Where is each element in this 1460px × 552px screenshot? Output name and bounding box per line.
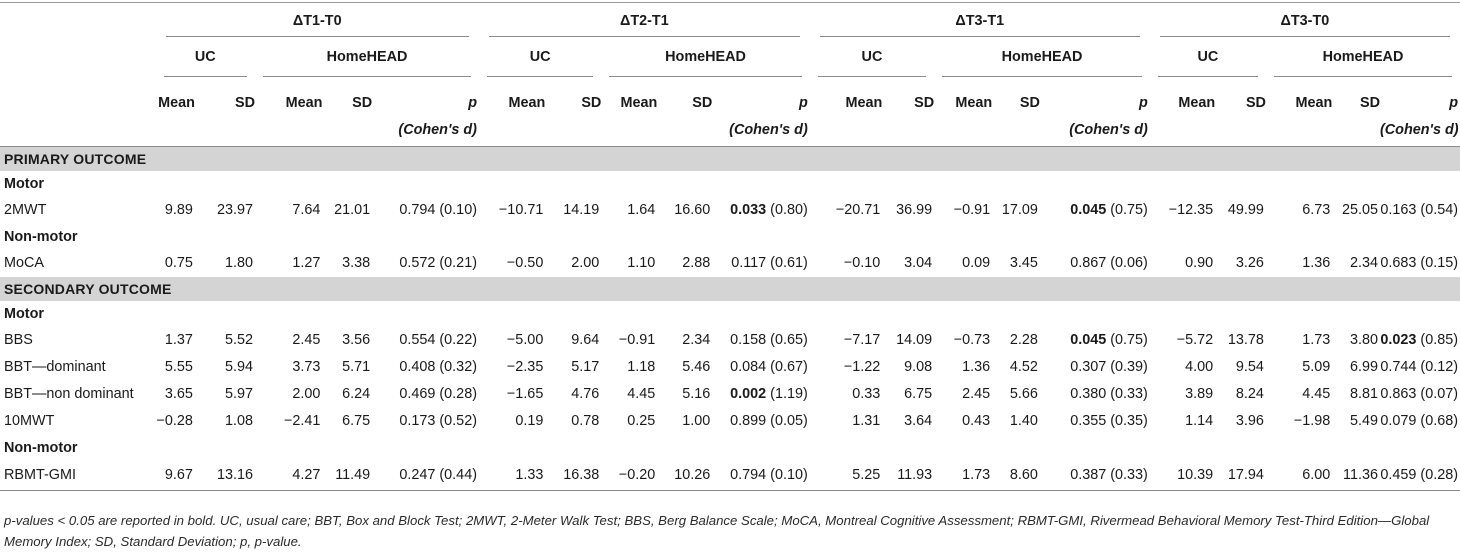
p-value: 0.794 [399, 202, 436, 218]
p-value: 0.408 [399, 359, 436, 375]
cell-p-value [1380, 381, 1460, 408]
cohens-d: (0.75) [1110, 332, 1148, 348]
cohens-d: (0.68) [1420, 413, 1458, 429]
col-header-mean: Mean [601, 77, 657, 146]
col-header-p [712, 77, 810, 146]
col-header-mean: Mean [156, 77, 195, 146]
p-value: 0.899 [730, 413, 767, 429]
table-row [0, 354, 1460, 381]
col-header-mean: Mean [479, 77, 545, 146]
cell-p-value [1040, 327, 1150, 354]
cohens-d: (0.75) [1110, 202, 1148, 218]
cell-p-value [712, 461, 810, 491]
cell-homehead-sd: 2.34 [682, 332, 711, 348]
cell-uc-mean: 5.55 [164, 359, 193, 375]
cell-homehead-mean: 1.64 [627, 202, 656, 218]
cell-uc-sd: 2.00 [571, 255, 600, 271]
p-value: 0.387 [1070, 467, 1107, 483]
cell-homehead-sd: 6.75 [342, 413, 371, 429]
p-value: 0.033 [730, 202, 767, 218]
col-header-sd: SD [657, 77, 712, 146]
cell-uc-sd: 49.99 [1227, 202, 1264, 218]
row-label: 2MWT [4, 202, 47, 218]
group-header-row [0, 224, 1460, 250]
cell-homehead-sd: 5.49 [1349, 413, 1378, 429]
row-label: 10MWT [4, 413, 55, 429]
cohens-d: (0.28) [1420, 467, 1458, 483]
cell-homehead-sd: 3.56 [342, 332, 371, 348]
cohens-d: (0.80) [770, 202, 808, 218]
row-label: BBT—dominant [4, 359, 106, 375]
col-header-sd: SD [322, 77, 372, 146]
cell-p-value [372, 250, 479, 277]
table-row [0, 250, 1460, 277]
col-header-sd: SD [545, 77, 601, 146]
p-value: 0.469 [399, 386, 436, 402]
cell-homehead-sd: 6.99 [1349, 359, 1378, 375]
col-header-p-label: p [468, 95, 477, 111]
p-value: 0.554 [399, 332, 436, 348]
cell-homehead-mean: −0.73 [953, 332, 991, 348]
cell-uc-mean: −0.28 [156, 413, 193, 429]
cell-p-value [1040, 197, 1150, 224]
cell-uc-sd: 1.80 [225, 255, 254, 271]
cell-uc-mean: 0.33 [852, 386, 881, 402]
cohens-d: (1.19) [770, 386, 808, 402]
p-value: 0.744 [1380, 359, 1417, 375]
table-row [0, 197, 1460, 224]
p-value: 0.459 [1380, 467, 1417, 483]
col-header-sd: SD [195, 77, 255, 146]
p-value: 0.794 [730, 467, 767, 483]
cell-homehead-sd: 3.80 [1349, 332, 1378, 348]
cell-homehead-mean: 1.36 [1302, 255, 1331, 271]
cohens-d: (0.61) [770, 255, 808, 271]
cell-uc-sd: 11.93 [882, 461, 934, 491]
results-table [0, 4, 1460, 491]
table-row [0, 461, 1460, 491]
cell-homehead-mean: 0.43 [962, 413, 991, 429]
cohens-d: (0.32) [439, 359, 477, 375]
cell-uc-sd: 9.54 [1235, 359, 1264, 375]
cell-p-value [1380, 327, 1460, 354]
cohens-d: (0.33) [1110, 467, 1148, 483]
cell-homehead-mean: 1.10 [627, 255, 656, 271]
cell-homehead-sd: 2.34 [1349, 255, 1378, 271]
cell-uc-mean: 5.25 [810, 461, 883, 491]
cell-uc-mean: 4.00 [1185, 359, 1214, 375]
cell-uc-sd: 3.96 [1235, 413, 1264, 429]
cell-homehead-sd: 5.66 [1009, 386, 1038, 402]
cell-uc-mean: −2.35 [506, 359, 544, 375]
cell-p-value [1380, 197, 1460, 224]
cohens-d: (0.22) [439, 332, 477, 348]
cell-homehead-mean: 0.09 [962, 255, 991, 271]
period-header: ΔT1-T0 [156, 4, 479, 37]
cell-p-value [712, 250, 810, 277]
section-title: PRIMARY OUTCOME [0, 146, 1460, 171]
cell-homehead-mean: 1.73 [1302, 332, 1331, 348]
cell-uc-mean: 0.75 [164, 255, 193, 271]
group-header-uc: UC [1150, 37, 1266, 77]
cell-uc-sd: 3.26 [1235, 255, 1264, 271]
cell-homehead-sd: 4.52 [1009, 359, 1038, 375]
cell-uc-sd: 5.52 [225, 332, 254, 348]
cell-uc-mean: 0.19 [515, 413, 544, 429]
cell-homehead-mean: 2.00 [292, 386, 321, 402]
group-header-homehead: HomeHEAD [255, 37, 479, 77]
col-header-sd: SD [992, 77, 1040, 146]
cell-uc-mean: −1.22 [843, 359, 881, 375]
table-row [0, 408, 1460, 435]
cell-homehead-sd: 6.24 [342, 386, 371, 402]
cell-uc-mean: 1.37 [164, 332, 193, 348]
header-groups-row [0, 37, 1460, 77]
cell-uc-mean: 3.89 [1185, 386, 1214, 402]
cell-homehead-sd: 5.46 [682, 359, 711, 375]
p-value: 0.002 [730, 386, 767, 402]
group-header-uc: UC [479, 37, 601, 77]
cell-uc-mean: 1.14 [1185, 413, 1214, 429]
p-value: 0.683 [1380, 255, 1417, 271]
cell-homehead-sd: 5.16 [682, 386, 711, 402]
cell-p-value [1040, 381, 1150, 408]
cell-uc-mean: 1.33 [479, 461, 545, 491]
group-header-uc: UC [810, 37, 934, 77]
cell-homehead-sd: 2.28 [1009, 332, 1038, 348]
cell-uc-sd: 4.76 [571, 386, 600, 402]
cell-uc-mean: 10.39 [1150, 461, 1215, 491]
section-header-row [0, 146, 1460, 171]
col-header-sd: SD [1332, 77, 1380, 146]
cell-uc-mean: 0.90 [1185, 255, 1214, 271]
cell-homehead-sd: 11.36 [1332, 461, 1380, 491]
p-value: 0.158 [730, 332, 767, 348]
cohens-d: (0.44) [439, 467, 477, 483]
table-row [0, 381, 1460, 408]
header-corner [0, 4, 156, 37]
cell-homehead-mean: 4.27 [255, 461, 322, 491]
cell-p-value [1380, 354, 1460, 381]
cell-homehead-sd: 1.00 [682, 413, 711, 429]
cell-homehead-mean: 1.73 [934, 461, 992, 491]
p-value: 0.355 [1070, 413, 1107, 429]
group-title: Non-motor [4, 228, 78, 245]
group-header-row [0, 171, 1460, 197]
p-value: 0.173 [399, 413, 436, 429]
cell-uc-mean: −12.35 [1168, 202, 1214, 218]
cell-uc-mean: 1.31 [852, 413, 881, 429]
cell-p-value [372, 461, 479, 491]
cell-uc-mean: −0.50 [506, 255, 544, 271]
cell-p-value [372, 381, 479, 408]
col-header-p [1040, 77, 1150, 146]
cell-uc-sd: 1.08 [225, 413, 254, 429]
col-header-mean: Mean [1150, 77, 1215, 146]
cell-homehead-sd: 3.38 [342, 255, 371, 271]
cell-homehead-mean: 6.00 [1266, 461, 1332, 491]
p-value: 0.247 [399, 467, 436, 483]
cell-uc-sd: 8.24 [1235, 386, 1264, 402]
cell-p-value [712, 408, 810, 435]
cohens-d: (0.06) [1110, 255, 1148, 271]
cell-uc-sd: 5.94 [225, 359, 254, 375]
cohens-d: (0.39) [1110, 359, 1148, 375]
col-header-p [372, 77, 479, 146]
col-header-p-label: p [1139, 95, 1148, 111]
cohens-d: (0.33) [1110, 386, 1148, 402]
top-rule [0, 2, 1460, 3]
period-header: ΔT3-T0 [1150, 4, 1460, 37]
table-footnote: p-values < 0.05 are reported in bold. UC, usual care; BBT, Box and Block Test; 2MWT, 2-Meter Walk Test; BBS, Berg Balance Scale; MoCA, Montreal Cognitive Assessment; RBMT-GMI, Rivermead Behavioral Memory Test-Third Edition—Global Memory Index; SD, Standard Deviation; p, p-value. [4, 513, 1430, 549]
cell-uc-sd: 36.99 [896, 202, 933, 218]
cell-uc-sd: 17.94 [1215, 461, 1266, 491]
row-label: RBMT-GMI [0, 461, 156, 491]
cell-p-value [712, 354, 810, 381]
cell-homehead-mean: 3.73 [292, 359, 321, 375]
cell-homehead-sd: 8.60 [992, 461, 1040, 491]
cell-homehead-sd: 17.09 [1001, 202, 1038, 218]
cell-uc-mean: 9.67 [156, 461, 195, 491]
p-value: 0.307 [1070, 359, 1107, 375]
cell-uc-sd: 6.75 [904, 386, 933, 402]
cohens-d: (0.28) [439, 386, 477, 402]
col-header-cohen-label: (Cohen's d) [1069, 122, 1148, 138]
cell-uc-mean: 9.89 [164, 202, 193, 218]
header-corner [0, 37, 156, 77]
row-label: BBS [4, 332, 33, 348]
cell-homehead-sd: 1.40 [1009, 413, 1038, 429]
cell-uc-sd: 0.78 [571, 413, 600, 429]
cell-homehead-sd: 5.71 [342, 359, 371, 375]
group-header-row [0, 435, 1460, 461]
cell-p-value [372, 197, 479, 224]
cell-homehead-mean: 1.36 [962, 359, 991, 375]
col-header-sd: SD [1215, 77, 1266, 146]
col-header-cohen-label: (Cohen's d) [398, 122, 477, 138]
cell-uc-sd: 14.09 [896, 332, 933, 348]
cell-homehead-mean: 4.45 [627, 386, 656, 402]
period-header: ΔT2-T1 [479, 4, 810, 37]
p-value: 0.045 [1070, 332, 1107, 348]
cell-p-value [1040, 250, 1150, 277]
col-header-mean: Mean [1266, 77, 1332, 146]
col-header-mean: Mean [810, 77, 883, 146]
p-value: 0.163 [1380, 202, 1417, 218]
p-value: 0.084 [730, 359, 767, 375]
cell-uc-sd: 5.17 [571, 359, 600, 375]
cell-p-value [1040, 461, 1150, 491]
cell-homehead-sd: 3.45 [1009, 255, 1038, 271]
cohens-d: (0.07) [1420, 386, 1458, 402]
cell-p-value [712, 381, 810, 408]
cell-uc-mean: −0.10 [843, 255, 881, 271]
cell-p-value [1380, 408, 1460, 435]
cohens-d: (0.65) [770, 332, 808, 348]
cell-homehead-mean: 7.64 [292, 202, 321, 218]
cell-p-value [372, 408, 479, 435]
cell-uc-sd: 13.78 [1227, 332, 1264, 348]
col-header-cohen-label: (Cohen's d) [1379, 122, 1459, 138]
p-value: 0.079 [1380, 413, 1417, 429]
col-header-p-label: p [1449, 95, 1458, 111]
table-body [0, 4, 1460, 490]
cell-homehead-mean: 1.18 [627, 359, 656, 375]
cell-homehead-mean: 0.25 [627, 413, 656, 429]
cell-homehead-sd: 2.88 [682, 255, 711, 271]
cell-uc-sd: 13.16 [195, 461, 255, 491]
cohens-d: (0.85) [1420, 332, 1458, 348]
col-header-mean: Mean [934, 77, 992, 146]
p-value: 0.380 [1070, 386, 1107, 402]
cell-p-value [712, 327, 810, 354]
group-title: Non-motor [4, 439, 78, 456]
period-header: ΔT3-T1 [810, 4, 1150, 37]
group-title: Motor [4, 305, 44, 322]
group-header-homehead: HomeHEAD [601, 37, 809, 77]
cell-uc-mean: −7.17 [843, 332, 881, 348]
cell-homehead-mean: −0.91 [618, 332, 656, 348]
section-header-row [0, 277, 1460, 301]
cell-homehead-mean: −0.20 [601, 461, 657, 491]
group-header-homehead: HomeHEAD [1266, 37, 1460, 77]
col-header-mean: Mean [255, 77, 322, 146]
cell-p-value [1380, 250, 1460, 277]
cell-homehead-sd: 10.26 [657, 461, 712, 491]
cell-homehead-sd: 8.81 [1349, 386, 1378, 402]
cell-uc-mean: −5.72 [1176, 332, 1214, 348]
header-periods-row [0, 4, 1460, 37]
cell-p-value [1380, 461, 1460, 491]
cell-homehead-mean: 2.45 [292, 332, 321, 348]
cell-uc-mean: 3.65 [164, 386, 193, 402]
cell-homehead-sd: 16.60 [674, 202, 711, 218]
section-title: SECONDARY OUTCOME [0, 277, 1460, 301]
group-header-homehead: HomeHEAD [934, 37, 1150, 77]
cohens-d: (0.15) [1420, 255, 1458, 271]
cell-uc-sd: 9.08 [904, 359, 933, 375]
group-title: Motor [4, 175, 44, 192]
p-value: 0.045 [1070, 202, 1107, 218]
cohens-d: (0.67) [770, 359, 808, 375]
table-row [0, 327, 1460, 354]
cell-homehead-sd: 21.01 [334, 202, 371, 218]
p-value: 0.117 [731, 255, 767, 271]
cell-uc-mean: −10.71 [498, 202, 544, 218]
p-value: 0.863 [1380, 386, 1417, 402]
p-value: 0.867 [1070, 255, 1107, 271]
col-header-cohen-label: (Cohen's d) [729, 122, 808, 138]
cohens-d: (0.05) [770, 413, 808, 429]
col-header-p [1380, 77, 1460, 146]
col-header-sd: SD [882, 77, 934, 146]
cohens-d: (0.12) [1420, 359, 1458, 375]
cell-uc-mean: −20.71 [835, 202, 881, 218]
cell-uc-sd: 16.38 [545, 461, 601, 491]
cell-uc-mean: −5.00 [506, 332, 544, 348]
cell-uc-mean: −1.65 [506, 386, 544, 402]
cell-uc-sd: 14.19 [563, 202, 600, 218]
cell-uc-sd: 23.97 [217, 202, 254, 218]
cell-uc-sd: 9.64 [571, 332, 600, 348]
header-corner [0, 77, 156, 146]
cell-homehead-mean: −1.98 [1293, 413, 1331, 429]
cell-homehead-sd: 11.49 [322, 461, 372, 491]
cell-uc-sd: 3.64 [904, 413, 933, 429]
cell-p-value [1040, 408, 1150, 435]
cell-homehead-mean: 4.45 [1302, 386, 1331, 402]
cell-homehead-mean: −2.41 [283, 413, 321, 429]
cell-homehead-mean: 2.45 [962, 386, 991, 402]
cohens-d: (0.10) [439, 202, 477, 218]
cohens-d: (0.54) [1420, 202, 1458, 218]
group-header-uc: UC [156, 37, 256, 77]
cell-uc-sd: 5.97 [225, 386, 254, 402]
cell-p-value [1040, 354, 1150, 381]
cell-homehead-mean: 5.09 [1302, 359, 1331, 375]
cell-p-value [712, 197, 810, 224]
group-header-row [0, 301, 1460, 327]
cell-homehead-mean: 6.73 [1302, 202, 1331, 218]
cohens-d: (0.10) [770, 467, 808, 483]
row-label: BBT—non dominant [4, 386, 134, 402]
header-stats-row [0, 77, 1460, 146]
cell-p-value [372, 327, 479, 354]
p-value: 0.572 [399, 255, 436, 271]
cell-homehead-sd: 25.05 [1341, 202, 1378, 218]
cell-uc-sd: 3.04 [904, 255, 933, 271]
cell-homehead-mean: 1.27 [292, 255, 321, 271]
row-label: MoCA [4, 255, 44, 271]
cell-p-value [372, 354, 479, 381]
p-value: 0.023 [1380, 332, 1417, 348]
cohens-d: (0.35) [1110, 413, 1148, 429]
cohens-d: (0.21) [439, 255, 477, 271]
col-header-p-label: p [798, 95, 808, 111]
cell-homehead-mean: −0.91 [953, 202, 991, 218]
cohens-d: (0.52) [439, 413, 477, 429]
